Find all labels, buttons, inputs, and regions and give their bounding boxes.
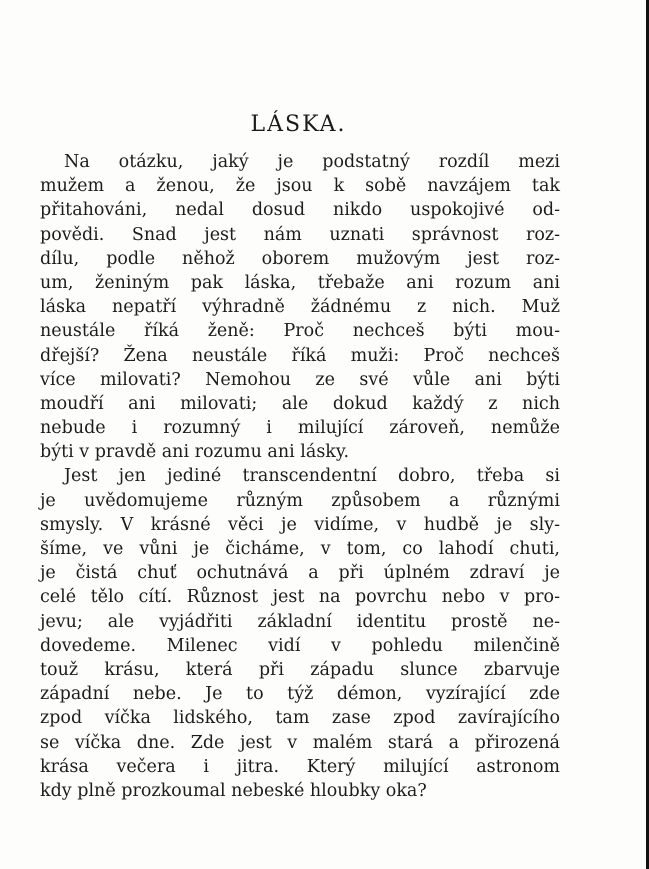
- text-line: přitahováni, nedal dosud nikdo uspokojivé od-: [40, 200, 560, 221]
- text-line: dřejší? Žena neustále říká muži: Proč nechceš: [40, 345, 560, 366]
- text-line: je uvědomujeme různým způsobem a různými: [40, 490, 560, 511]
- text-line: mužem a ženou, že jsou k sobě navzájem tak: [40, 176, 560, 197]
- text-line: povědi. Snad jest nám uznati správnost roz-: [40, 224, 560, 245]
- text-line: kdy plně prozkoumal nebeské hloubky oka?: [40, 780, 427, 801]
- text-line: moudří ani milovati; ale dokud každý z nich: [40, 393, 560, 414]
- text-line: Jest jen jediné transcendentní dobro, třeba si: [64, 466, 560, 487]
- paragraph-1: [40, 150, 560, 464]
- text-line: je čistá chuť ochutnává a při úplném zdraví je: [40, 563, 560, 584]
- text-line: více milovati? Nemohou ze své vůle ani býti: [40, 369, 560, 390]
- text-line: dovedeme. Milenec vidí v pohledu milenčině: [40, 635, 560, 656]
- text-line: býti v pravdě ani rozumu ani lásky.: [40, 442, 350, 463]
- text-line: nebude i rozumný i milující zároveň, nemůže: [40, 418, 560, 439]
- text-line: Na otázku, jaký je podstatný rozdíl mezi: [64, 152, 560, 172]
- text-line: dílu, podle něhož oborem mužovým jest roz-: [40, 248, 560, 269]
- text-line: jevu; ale vyjádřiti základní identitu prostě ne-: [40, 611, 560, 632]
- text-line: láska nepatří výhradně žádnému z nich. Muž: [40, 297, 560, 318]
- text-line: západní nebe. Je to týž démon, vyzírající zde: [40, 684, 560, 705]
- text-line: neustále říká ženě: Proč nechceš býti mou-: [40, 321, 560, 342]
- text-line: krása večera i jitra. Který milující astronom: [40, 756, 560, 777]
- text-line: smysly. V krásné věci je vidíme, v hudbě je sly-: [40, 514, 560, 535]
- text-line: celé tělo cítí. Různost jest na povrchu nebo v pro-: [40, 587, 560, 608]
- chapter-title: LÁSKA.: [250, 112, 347, 137]
- paragraph-2: [40, 464, 560, 803]
- text-line: zpod víčka lidského, tam zase zpod zavírajícího: [40, 708, 560, 729]
- text-line: touž krásu, která při západu slunce zbarvuje: [40, 659, 560, 680]
- text-line: se víčka dne. Zde jest v malém stará a přirozená: [40, 732, 560, 753]
- text-line: šíme, ve vůni je čicháme, v tom, co lahodí chuti,: [40, 539, 560, 559]
- body-text: [40, 150, 560, 803]
- text-line: um, ženiným pak láska, třebaže ani rozum ani: [40, 272, 560, 293]
